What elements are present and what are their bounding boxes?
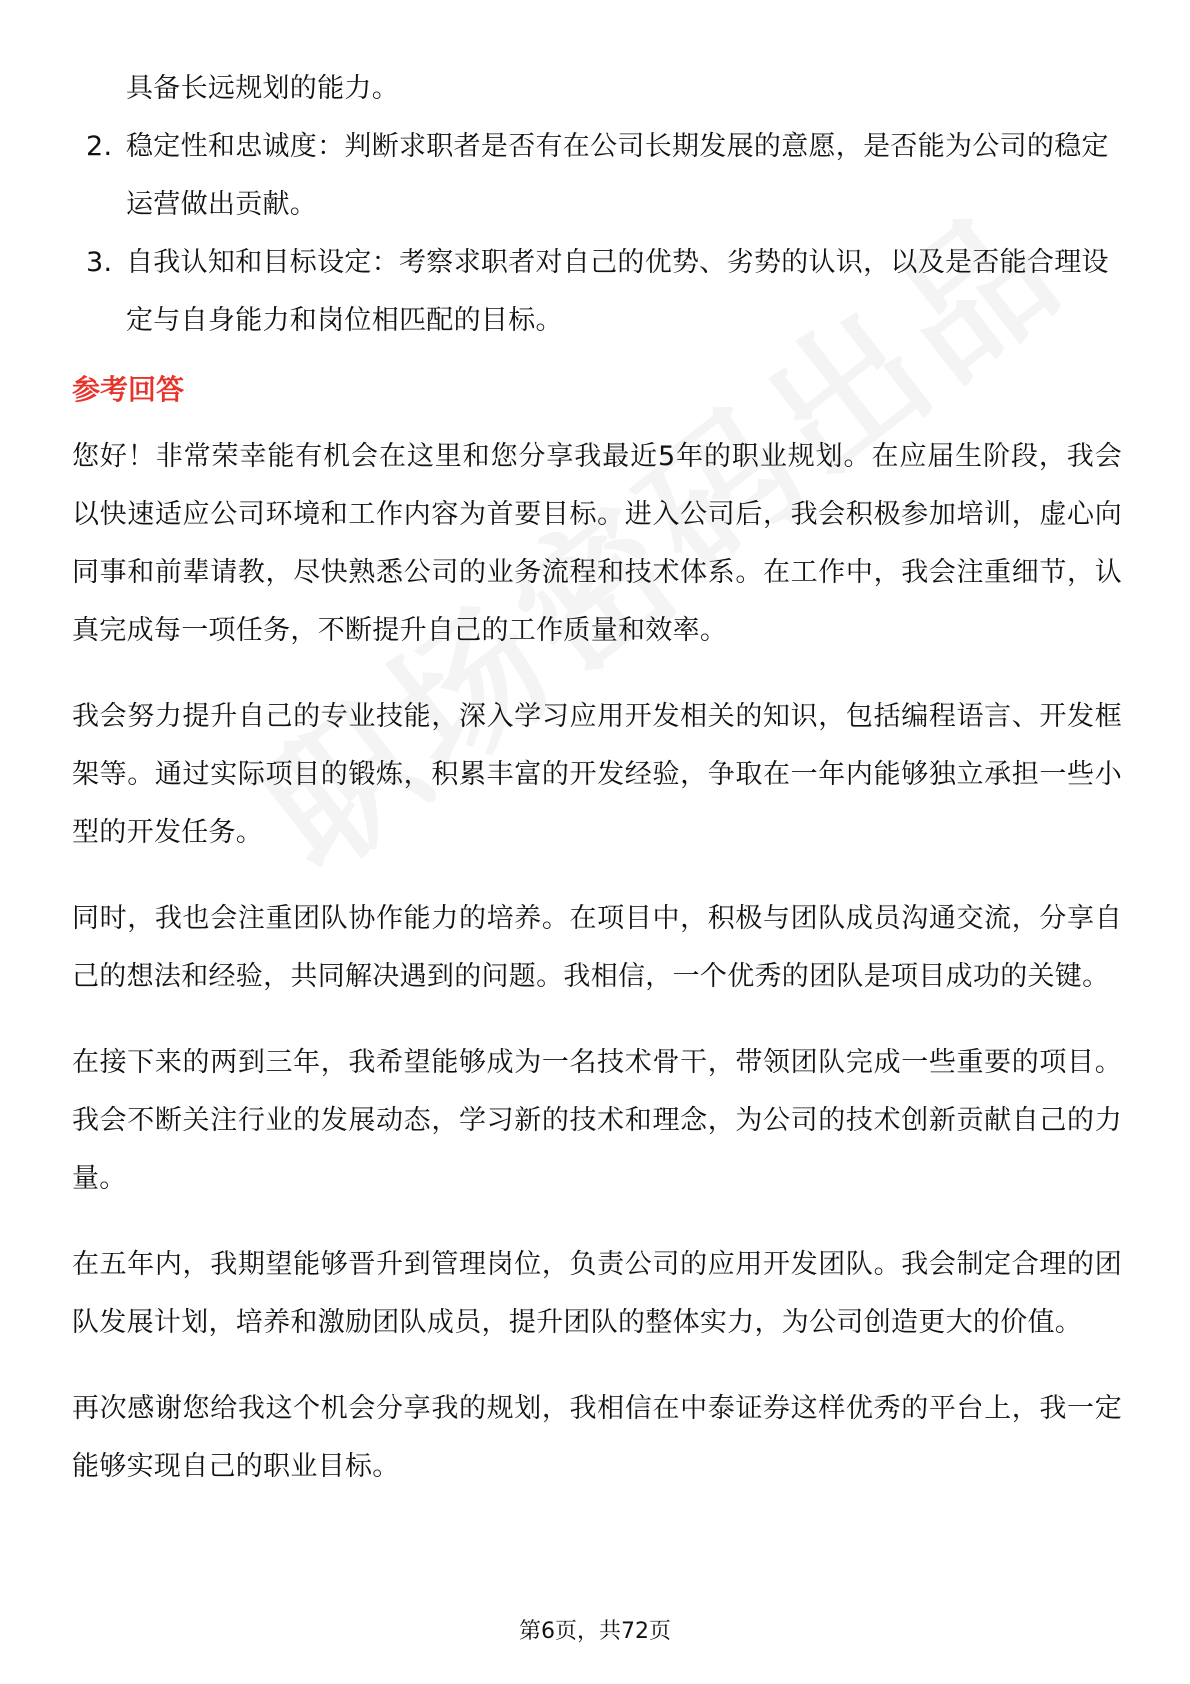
list-item-text: 稳定性和忠诚度：判断求职者是否有在公司长期发展的意愿，是否能为公司的稳定运营做出贡献。 — [126, 131, 1109, 220]
answer-paragraph: 在五年内，我期望能够晋升到管理岗位，负责公司的应用开发团队。我会制定合理的团队发展计划，培养和激励团队成员，提升团队的整体实力，为公司创造更大的价值。 — [72, 1249, 1122, 1338]
list-item — [72, 118, 1122, 234]
answer-paragraph: 您好！非常荣幸能有机会在这里和您分享我最近5年的职业规划。在应届生阶段，我会以快速适应公司环境和工作内容为首要目标。进入公司后，我会积极参加培训，虚心向同事和前辈请教，尽快熟悉公司的业务流程和技术体系。在工作中，我会注重细节，认真完成每一项任务，不断提升自己的工作质量和效率。 — [72, 441, 1122, 646]
answer-paragraph: 在接下来的两到三年，我希望能够成为一名技术骨干，带领团队完成一些重要的项目。我会不断关注行业的发展动态，学习新的技术和理念，为公司的技术创新贡献自己的力量。 — [72, 1047, 1122, 1194]
answer-paragraph: 同时，我也会注重团队协作能力的培养。在项目中，积极与团队成员沟通交流，分享自己的想法和经验，共同解决遇到的问题。我相信，一个优秀的团队是项目成功的关键。 — [72, 903, 1122, 992]
list-item-number: 2. — [86, 131, 113, 162]
page-content — [72, 60, 1122, 1524]
list-item-number: 3. — [86, 247, 113, 278]
answer-paragraph: 再次感谢您给我这个机会分享我的规划，我相信在中泰证券这样优秀的平台上，我一定能够实现自己的职业目标。 — [72, 1393, 1122, 1482]
answer-heading: 参考回答 — [72, 373, 185, 406]
list-item — [72, 234, 1122, 350]
answer-paragraph: 我会努力提升自己的专业技能，深入学习应用开发相关的知识，包括编程语言、开发框架等。通过实际项目的锻炼，积累丰富的开发经验，争取在一年内能够独立承担一些小型的开发任务。 — [72, 701, 1122, 848]
answer-body — [72, 428, 1122, 1496]
list-item-text: 自我认知和目标设定：考察求职者对自己的优势、劣势的认识，以及是否能合理设定与自身能力和岗位相匹配的目标。 — [126, 247, 1109, 336]
page-number: 第6页，共72页 — [519, 1619, 671, 1644]
evaluation-points-list — [72, 118, 1122, 350]
list-item-continuation: 具备长远规划的能力。 — [126, 73, 399, 104]
